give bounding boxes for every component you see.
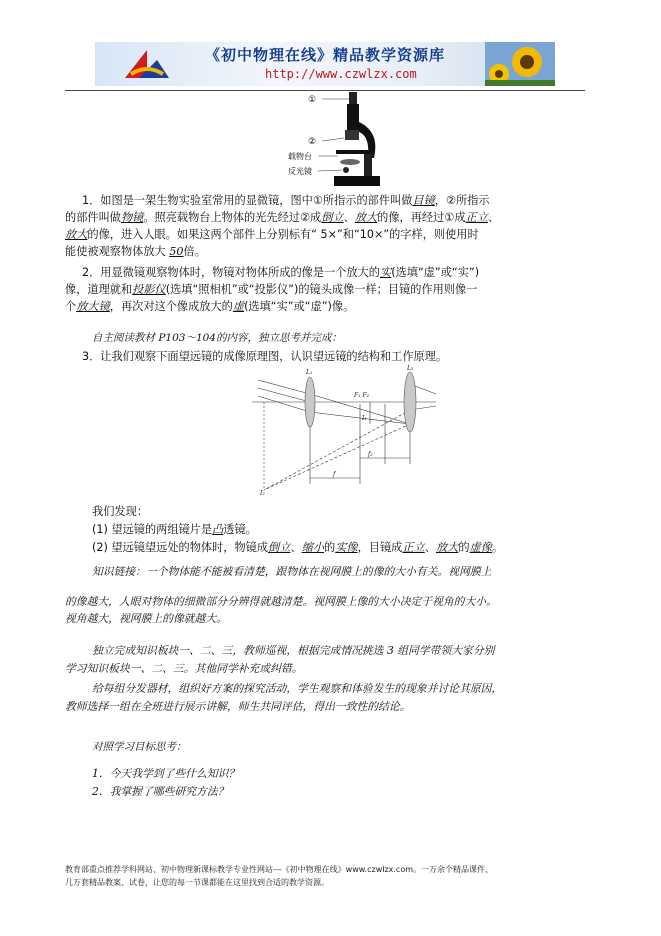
p1-line2: 的部件叫做物镜。照亮载物台上物体的光先经过②成倒立、放大的像，再经过①成正立、 [65, 211, 500, 224]
found-item2: (2) 望远镜望远处的物体时，物镜成倒立、缩小的实像，目镜成正立、放大的虚像。 [92, 541, 504, 554]
found-intro: 我们发现： [92, 505, 148, 518]
header-rule [65, 90, 585, 91]
sunflower-image [485, 42, 555, 86]
answer-objective: 物镜 [120, 211, 144, 224]
p1-line4: 能使被观察物体放大 50倍。 [65, 245, 206, 258]
header-title: 《初中物理在线》精品教学资源库 [205, 46, 446, 64]
footer-line2: 几万套精品教案、试卷，让您的每一节课都能在这里找到合适的教学资源。 [65, 878, 329, 887]
label-2: ② [308, 137, 317, 147]
telescope-diagram [250, 364, 440, 496]
svg-text:L₁: L₁ [306, 369, 313, 376]
teach-line4: 教师选择一组在全班进行展示讲解，师生共同评估，得出一致性的结论。 [65, 700, 411, 713]
p1-line3: 放大的像，进入人眼。如果这两个部件上分别标有“ 5×”和“10×”的字样，则使用时 [65, 228, 479, 241]
tip-line3: 视角越大，视网膜上的像就越大。 [65, 612, 227, 625]
svg-text:I₂: I₂ [260, 490, 265, 496]
microscope-figure [282, 92, 386, 190]
found-item1: (1) 望远镜的两组镜片是凸透镜。 [92, 523, 257, 536]
svg-text:f: f [333, 471, 336, 478]
p2-line3: 个放大镜，再次对这个像成放大的虚(选填“实”或“虚”)像。 [65, 300, 355, 313]
site-logo [117, 44, 177, 84]
objective-lens [305, 377, 315, 427]
p1-line1: 1．如图是一架生物实验室常用的显微镜，图中①所指示的部件叫做目镜，②所指示 [82, 194, 490, 207]
p3-text: 3．让我们观察下面望远镜的成像原理图，认识望远镜的结构和工作原理。 [82, 350, 448, 363]
teach-line1: 独立完成知识板块一、二、三，教师巡视，根据完成情况挑选 3 组同学带领大家分别 [92, 644, 495, 657]
tip-line1: 知识链接：一个物体能不能被看清楚，跟物体在视网膜上的像的大小有关。视网膜上 [92, 565, 492, 578]
header-banner [95, 42, 555, 86]
reflect-q1: 1．今天我学到了些什么知识？ [92, 767, 240, 780]
svg-text:F₁ F₂: F₁ F₂ [354, 392, 370, 399]
svg-text:I₁: I₁ [362, 415, 367, 422]
label-stage: 载物台 [288, 152, 312, 161]
reading-task: 自主阅读教材 P103～104的内容，独立思考并完成： [92, 332, 342, 344]
eyepiece-lens [404, 372, 416, 432]
answer-eyepiece: 目镜 [412, 194, 435, 207]
footer-line1: 教育部重点推荐学科网站、初中物理新课标教学专业性网站---《初中物理在线》www.czwlzx.com。一万余个精品课件、 [65, 865, 494, 874]
teach-line2: 学习知识板块一、二、三。其他同学补充或纠错。 [65, 662, 303, 675]
teach-line3: 给每组分发器材，组织好方案的探究活动，学生观察和体验发生的现象并讨论其原因， [92, 682, 503, 695]
label-mirror: 反光镜 [288, 167, 312, 176]
tip-line2: 的像越大，人眼对物体的细微部分分辨得就越清楚。视网膜上像的大小决定于视角的大小。 [65, 595, 497, 608]
p2-line1: 2．用显微镜观察物体时，物镜对物体所成的像是一个放大的实(选填“虚”或“实”) [82, 266, 480, 279]
reflect-q2: 2．我掌握了哪些研究方法？ [92, 785, 229, 798]
reflect-title: 对照学习目标思考： [92, 741, 187, 753]
label-1: ① [308, 95, 317, 105]
svg-text:L₂: L₂ [407, 365, 414, 372]
svg-text:f₂: f₂ [368, 451, 373, 458]
p2-line2: 像，道理就和投影仪(选填“照相机”或“投影仪”)的镜头成像一样；目镜的作用则像一 [65, 283, 478, 296]
header-url: http://www.czwlzx.com [265, 67, 417, 81]
